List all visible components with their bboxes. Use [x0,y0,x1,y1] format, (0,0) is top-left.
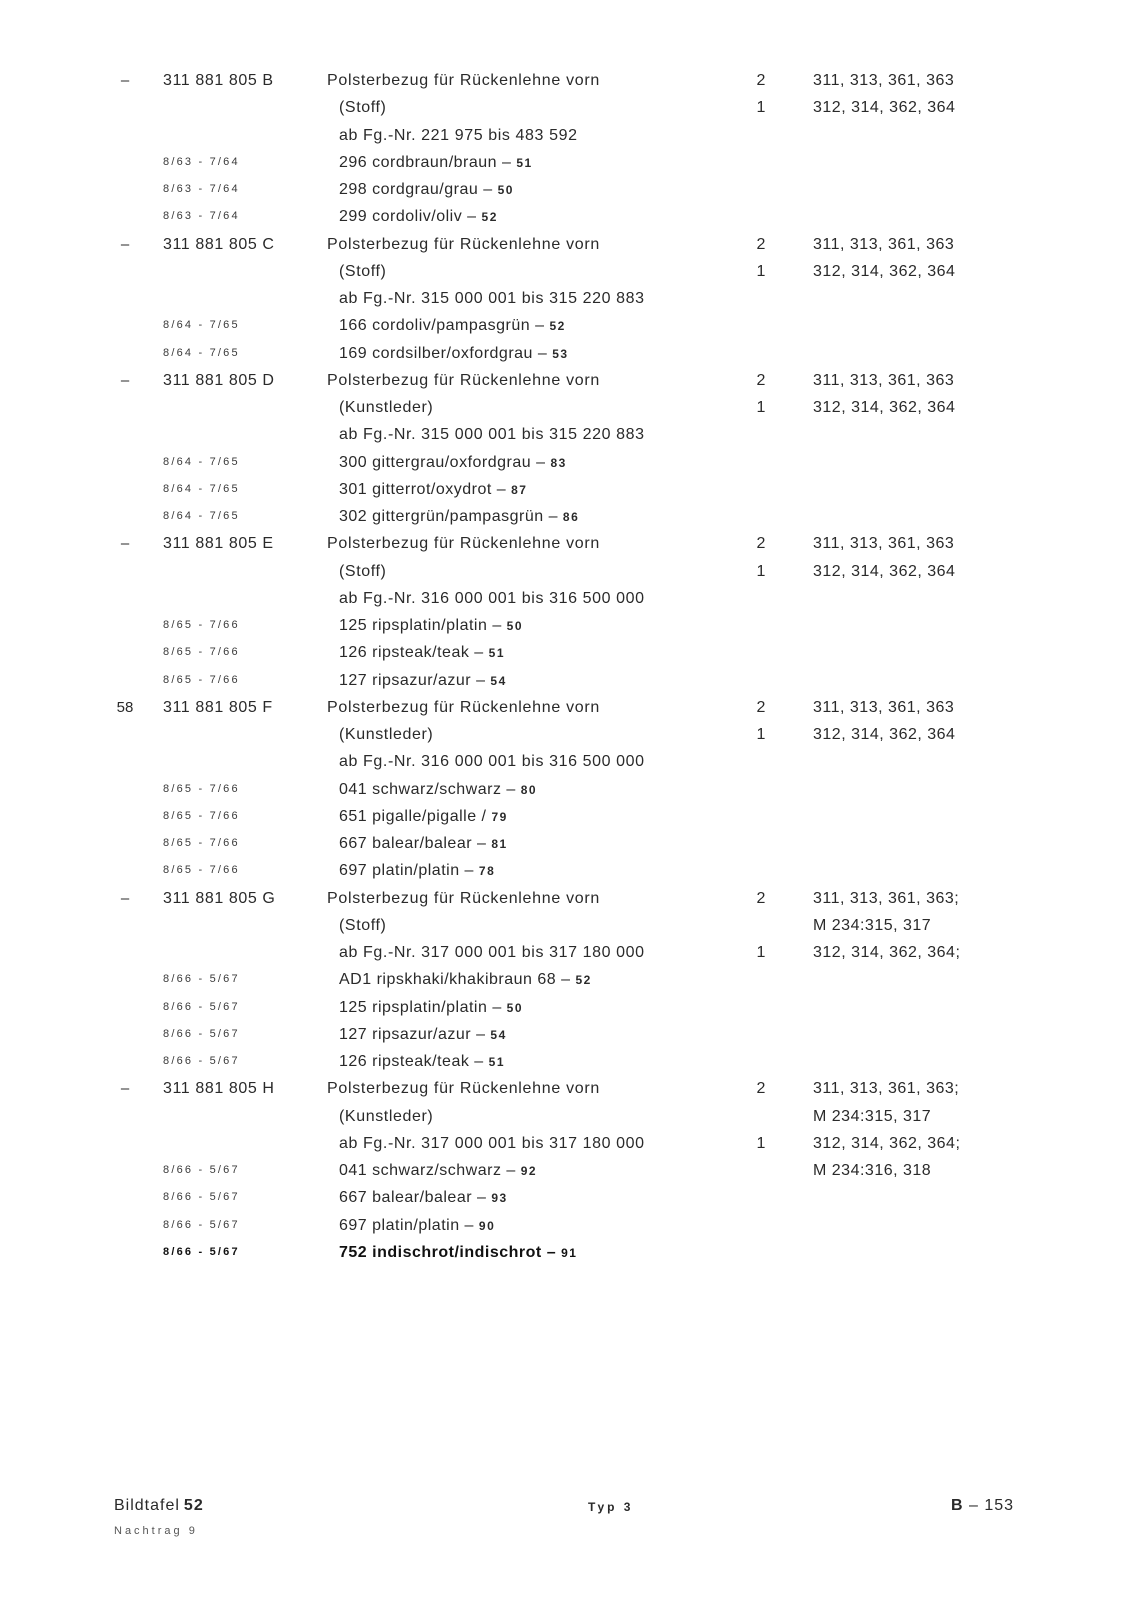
quantity: 2 [756,889,766,907]
supplement-note: Nachtrag 9 [114,1525,198,1537]
continuation-row [0,1130,1133,1157]
validity-period: 8/63 - 7/64 [163,183,240,195]
description-detail: (Kunstleder) [339,399,434,416]
color-code: 52 [549,319,566,334]
color-variant [339,449,567,477]
color-code: 92 [520,1164,538,1178]
continuation-row [0,258,1133,285]
color-variant-row [0,830,1133,857]
part-row [0,530,1133,557]
validity-period: 8/66 - 5/67 [163,1164,240,1176]
applicable-types: 311, 313, 361, 363; [813,889,960,907]
color-variant-row [0,503,1133,530]
quantity: 1 [756,262,766,280]
color-name: 041 schwarz/schwarz – [339,1162,516,1179]
description-detail: ab Fg.-Nr. 221 975 bis 483 592 [339,126,578,144]
color-code: 80 [520,782,538,797]
position-number: – [120,371,130,389]
part-number: 311 881 805 C [163,235,275,253]
validity-period: 8/66 - 5/67 [163,1000,240,1013]
continuation-row [0,939,1133,966]
validity-period: 8/65 - 7/66 [163,673,240,686]
color-name: 127 ripsazur/azur – [339,1025,486,1043]
applicable-types: 311, 313, 361, 363 [813,72,955,89]
description-detail: (Kunstleder) [339,726,434,743]
color-variant-row [0,1239,1133,1266]
color-variant [339,612,523,640]
color-variant-row [0,1212,1133,1239]
color-variant [339,312,566,340]
validity-period: 8/66 - 5/67 [163,1218,240,1231]
color-variant [339,830,508,858]
plate-reference [114,1497,204,1515]
color-name: 166 cordoliv/pampasgrün – [339,317,545,335]
validity-period: 8/66 - 5/67 [163,1245,240,1258]
quantity: 2 [756,535,766,553]
color-variant [339,503,579,531]
color-variant-row [0,612,1133,639]
color-name: 301 gitterrot/oxydrot – [339,480,507,498]
color-variant-row [0,176,1133,203]
validity-period: 8/65 - 7/66 [163,864,240,877]
page-index: – 153 [969,1497,1015,1514]
applicable-types: 311, 313, 361, 363 [813,371,955,389]
part-number: 311 881 805 G [163,889,276,907]
continuation-row [0,94,1133,121]
color-name: AD1 ripskhaki/khakibraun 68 – [339,971,571,989]
color-variant-row [0,994,1133,1021]
applicable-types: 312, 314, 362, 364 [813,262,956,280]
color-code: 54 [490,673,507,688]
color-name: 300 gittergrau/oxfordgrau – [339,453,546,471]
color-name: 752 indischrot/indischrot – [339,1243,557,1261]
color-name: 126 ripsteak/teak – [339,1053,484,1070]
applicable-types: 311, 313, 361, 363; [813,1080,960,1098]
color-variant-row [0,1048,1133,1075]
color-name: 697 platin/platin – [339,1216,474,1234]
validity-period: 8/63 - 7/64 [163,210,240,223]
color-name: 298 cordgrau/grau – [339,181,493,198]
description-detail: ab Fg.-Nr. 317 000 001 bis 317 180 000 [339,944,645,961]
color-variant-row [0,1184,1133,1211]
applicable-types: 312, 314, 362, 364 [813,726,956,743]
color-name: 125 ripsplatin/platin – [339,617,502,634]
validity-period: 8/65 - 7/66 [163,646,240,659]
color-variant-row [0,449,1133,476]
color-code: 54 [490,1027,507,1042]
part-number: 311 881 805 H [163,1080,275,1098]
part-row [0,694,1133,721]
color-variant [339,776,537,804]
validity-period: 8/65 - 7/66 [163,782,240,795]
color-variant [339,203,498,231]
description-detail: (Stoff) [339,562,387,580]
validity-period: 8/64 - 7/65 [163,482,240,495]
quantity: 1 [756,944,766,961]
validity-period: 8/65 - 7/66 [163,619,240,631]
color-variant-row [0,639,1133,666]
color-code: 78 [478,864,496,879]
color-code: 79 [491,809,508,824]
position-number: – [120,535,130,553]
color-code: 50 [506,619,524,633]
validity-period: 8/66 - 5/67 [163,1027,240,1040]
validity-period: 8/64 - 7/65 [163,319,240,332]
color-variant-row [0,966,1133,993]
quantity: 2 [756,698,766,716]
description-detail: (Stoff) [339,99,387,117]
continuation-row [0,394,1133,421]
validity-period: 8/66 - 5/67 [163,1055,240,1067]
part-number: 311 881 805 E [163,535,274,553]
description-detail: ab Fg.-Nr. 316 000 001 bis 316 500 000 [339,753,645,771]
validity-period: 8/66 - 5/67 [163,1191,240,1204]
quantity: 1 [756,726,766,743]
quantity: 1 [756,399,766,416]
part-row [0,67,1133,94]
color-variant [339,994,523,1022]
color-code: 50 [506,1000,524,1015]
part-row [0,367,1133,394]
color-variant [339,1157,537,1185]
part-description: Polsterbezug für Rückenlehne vorn [327,1080,601,1098]
position-number: 58 [116,698,134,716]
color-name: 127 ripsazur/azur – [339,671,486,689]
continuation-row [0,585,1133,612]
color-variant [339,639,505,667]
quantity: 1 [756,99,766,117]
color-name: 296 cordbraun/braun – [339,153,512,171]
color-code: 83 [550,455,567,470]
color-name: 299 cordoliv/oliv – [339,208,477,226]
part-row [0,231,1133,258]
applicable-types: M 234:316, 318 [813,1162,932,1179]
position-number: – [120,1080,130,1098]
applicable-types: 312, 314, 362, 364 [813,99,956,117]
color-code: 86 [562,510,580,524]
page-number [951,1497,1014,1515]
part-number: 311 881 805 F [163,698,273,716]
quantity: 2 [756,371,766,389]
color-name: 667 balear/balear – [339,835,487,852]
color-code: 51 [516,155,533,170]
description-detail: (Stoff) [339,916,387,934]
description-detail: ab Fg.-Nr. 317 000 001 bis 317 180 000 [339,1134,645,1152]
color-variant [339,966,592,994]
color-variant [339,476,527,504]
continuation-row [0,285,1133,312]
position-number: – [120,72,130,89]
applicable-types: M 234:315, 317 [813,916,932,934]
color-name: 126 ripsteak/teak – [339,644,484,662]
part-number: 311 881 805 B [163,72,274,89]
applicable-types: 311, 313, 361, 363 [813,535,955,553]
color-variant-row [0,1157,1133,1184]
color-variant-row [0,149,1133,176]
color-code: 91 [561,1245,578,1260]
applicable-types: 311, 313, 361, 363 [813,698,955,716]
part-description: Polsterbezug für Rückenlehne vorn [327,698,601,716]
validity-period: 8/65 - 7/66 [163,809,240,822]
color-code: 50 [497,183,514,197]
continuation-row [0,421,1133,448]
color-variant-row [0,476,1133,503]
color-variant [339,1184,508,1212]
color-variant-row [0,776,1133,803]
color-code: 53 [552,346,569,361]
color-variant [339,1212,495,1240]
part-number: 311 881 805 D [163,371,275,389]
color-name: 697 platin/platin – [339,862,474,880]
description-detail: ab Fg.-Nr. 316 000 001 bis 316 500 000 [339,589,645,607]
continuation-row [0,558,1133,585]
color-variant-row [0,857,1133,884]
description-detail: (Stoff) [339,262,387,280]
validity-period: 8/64 - 7/65 [163,455,240,468]
plate-number: 52 [183,1497,204,1514]
applicable-types: 312, 314, 362, 364; [813,944,961,961]
color-code: 52 [575,973,592,988]
applicable-types: M 234:315, 317 [813,1107,932,1125]
continuation-row [0,748,1133,775]
quantity: 1 [756,562,766,580]
part-description: Polsterbezug für Rückenlehne vorn [327,889,601,907]
color-code: 51 [488,646,506,661]
color-variant [339,1239,577,1267]
color-name: 125 ripsplatin/platin – [339,998,502,1016]
color-variant [339,803,508,831]
continuation-row [0,721,1133,748]
applicable-types: 312, 314, 362, 364 [813,399,956,416]
part-description: Polsterbezug für Rückenlehne vorn [327,535,601,553]
part-row [0,885,1133,912]
color-code: 87 [511,482,528,497]
validity-period: 8/65 - 7/66 [163,837,240,849]
quantity: 2 [756,1080,766,1098]
color-variant [339,857,495,885]
color-name: 667 balear/balear – [339,1189,487,1207]
color-variant [339,1021,507,1049]
validity-period: 8/64 - 7/65 [163,510,240,522]
color-code: 90 [478,1218,496,1233]
part-description: Polsterbezug für Rückenlehne vorn [327,72,601,89]
color-variant [339,340,569,368]
color-code: 52 [481,210,498,225]
color-code: 51 [488,1055,506,1069]
continuation-row [0,122,1133,149]
applicable-types: 312, 314, 362, 364; [813,1134,961,1152]
description-detail: ab Fg.-Nr. 315 000 001 bis 315 220 883 [339,290,645,307]
color-variant-row [0,312,1133,339]
applicable-types: 311, 313, 361, 363 [813,235,955,253]
continuation-row [0,1103,1133,1130]
color-variant-row [0,340,1133,367]
color-variant-row [0,203,1133,230]
applicable-types: 312, 314, 362, 364 [813,562,956,580]
color-code: 93 [491,1191,508,1206]
color-name: 169 cordsilber/oxfordgrau – [339,344,548,362]
part-row [0,1075,1133,1102]
color-name: 651 pigalle/pigalle / [339,807,487,825]
validity-period: 8/63 - 7/64 [163,155,240,168]
color-variant [339,176,514,204]
position-number: – [120,889,130,907]
color-variant-row [0,1021,1133,1048]
color-name: 302 gittergrün/pampasgrün – [339,508,558,525]
page-section: B [951,1497,964,1514]
part-description: Polsterbezug für Rückenlehne vorn [327,235,601,253]
part-description: Polsterbezug für Rückenlehne vorn [327,371,601,389]
color-variant [339,149,533,177]
quantity: 2 [756,72,766,89]
validity-period: 8/66 - 5/67 [163,973,240,986]
color-variant-row [0,667,1133,694]
color-code: 81 [491,837,508,851]
quantity: 1 [756,1134,766,1152]
color-name: 041 schwarz/schwarz – [339,780,516,798]
color-variant-row [0,803,1133,830]
vehicle-type: Typ 3 [588,1500,634,1514]
plate-label: Bildtafel [114,1497,180,1514]
description-detail: (Kunstleder) [339,1107,434,1125]
color-variant [339,1048,505,1076]
color-variant [339,667,507,695]
continuation-row [0,912,1133,939]
position-number: – [120,235,130,253]
description-detail: ab Fg.-Nr. 315 000 001 bis 315 220 883 [339,426,645,444]
quantity: 2 [756,235,766,253]
validity-period: 8/64 - 7/65 [163,346,240,359]
